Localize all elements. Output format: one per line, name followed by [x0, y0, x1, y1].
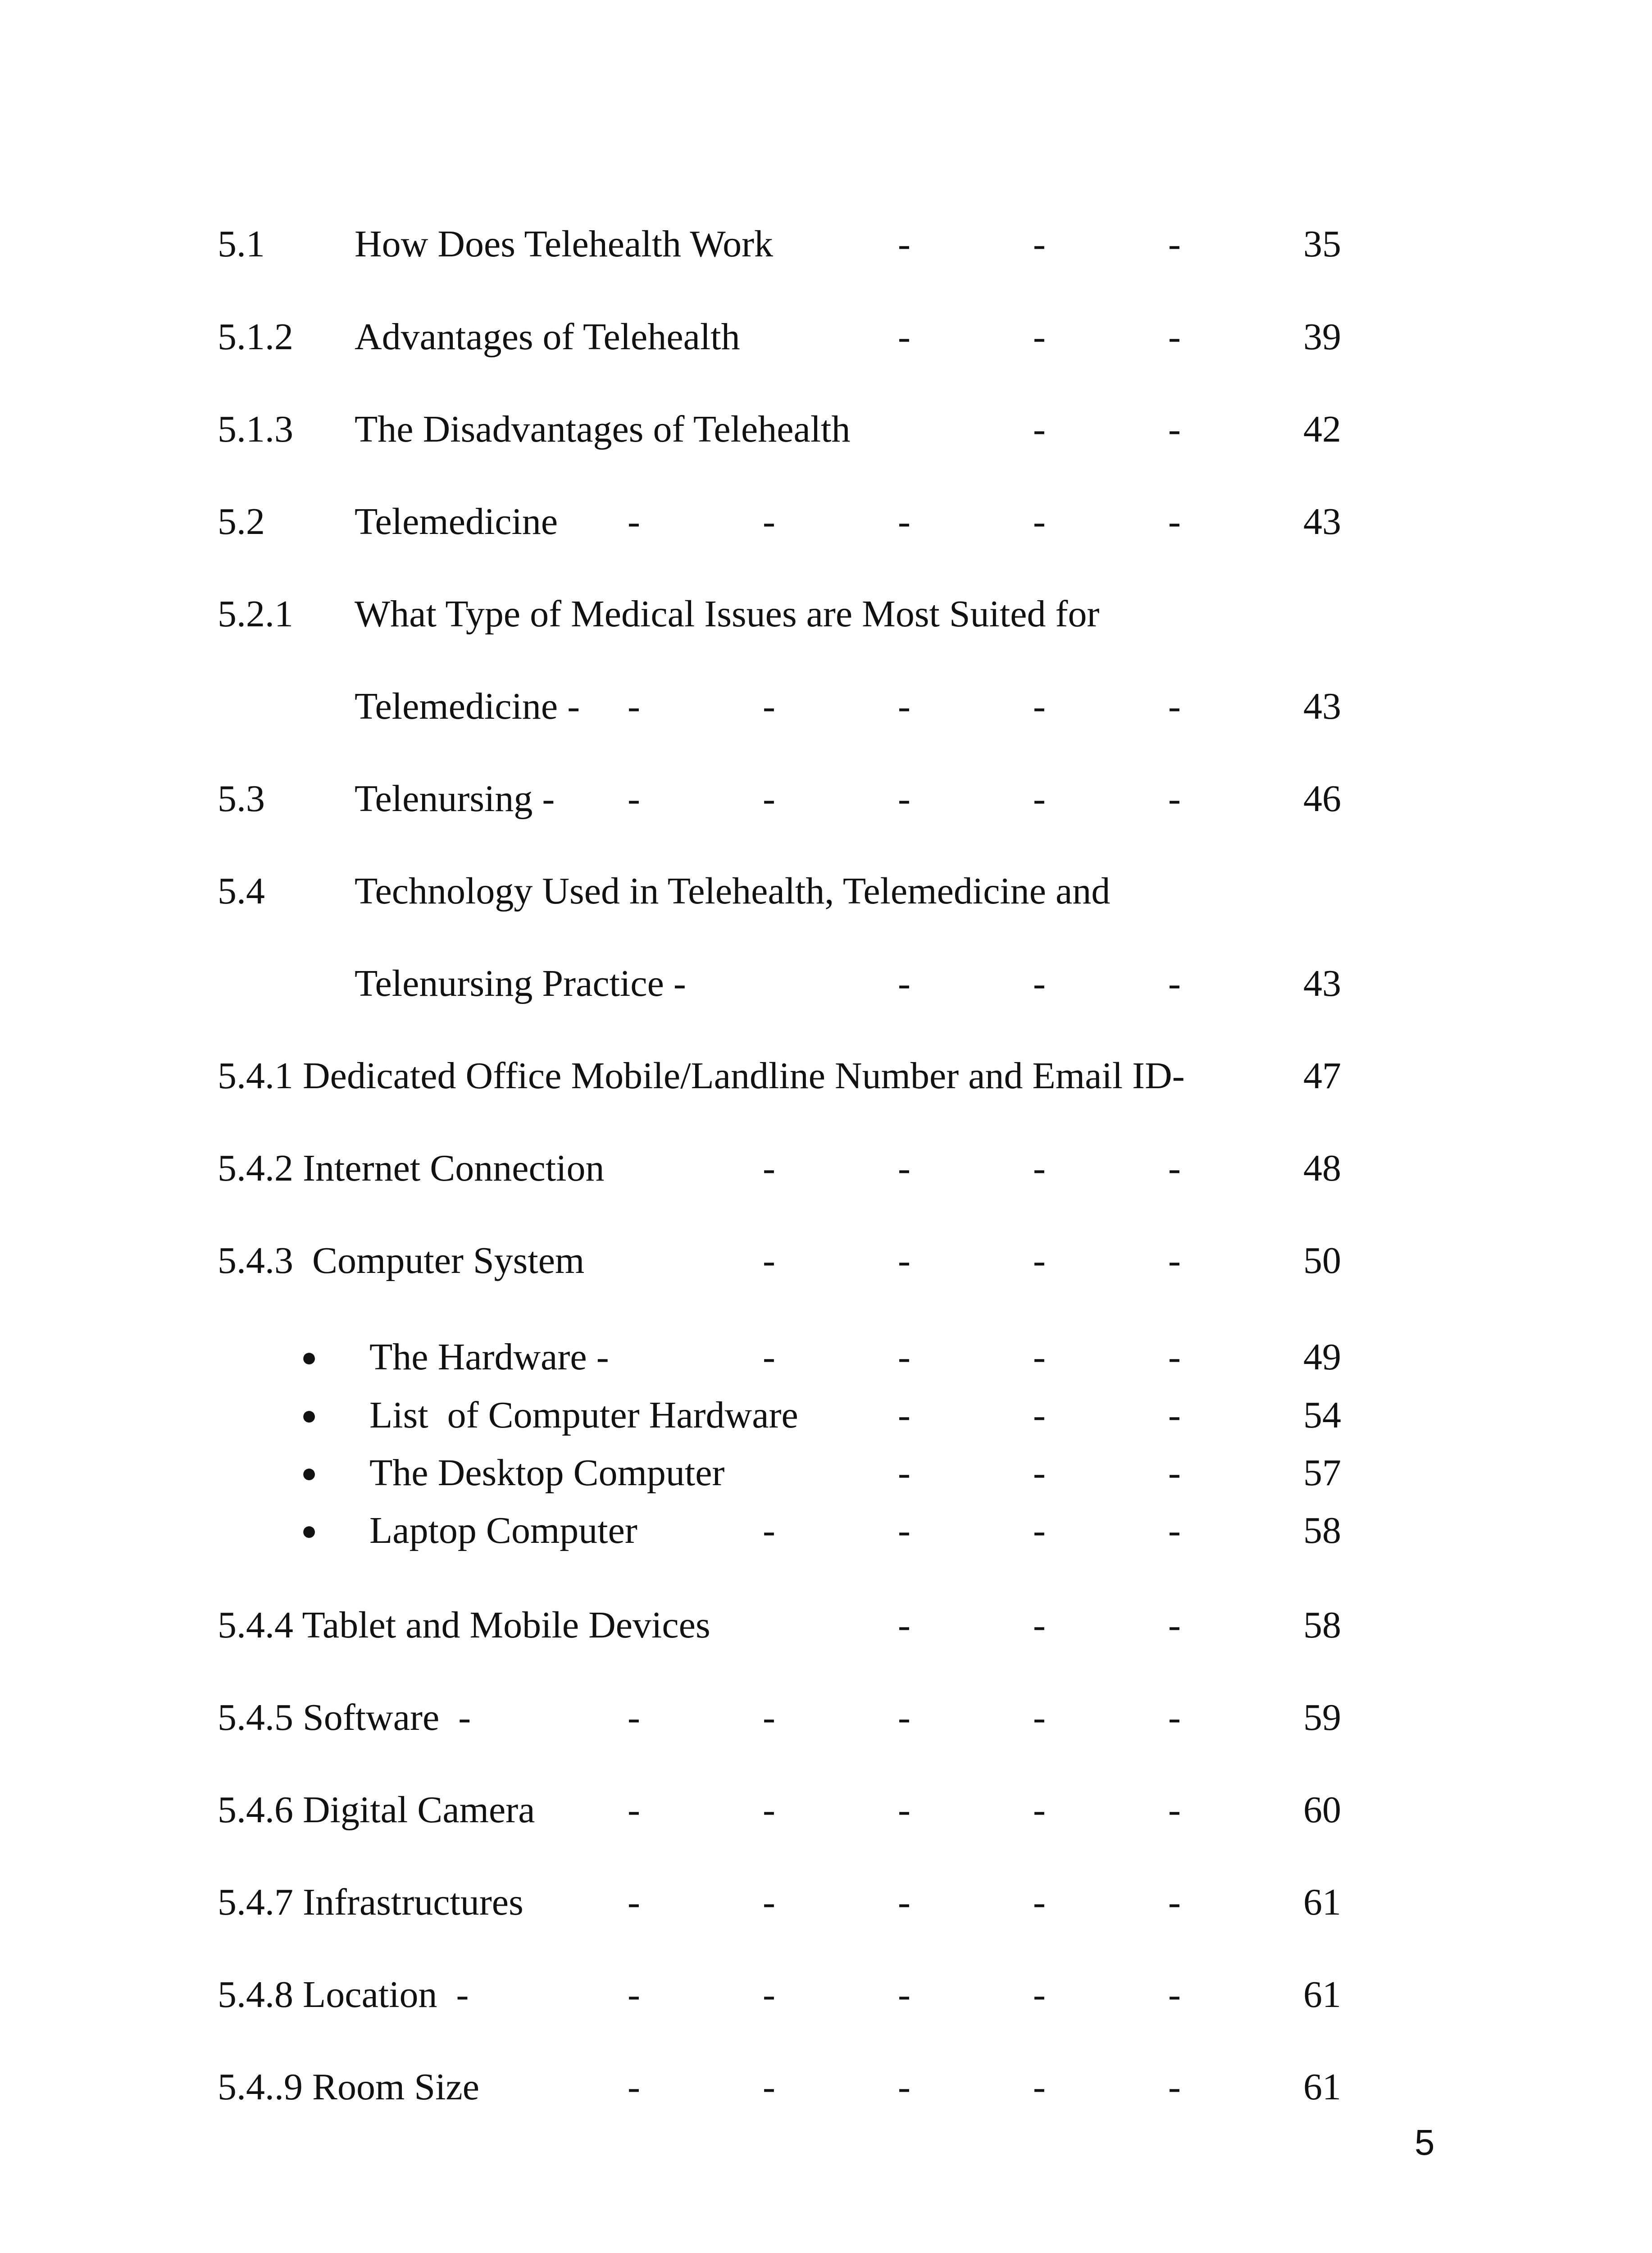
entry-page: 43	[1303, 962, 1341, 1004]
toc-entry	[0, 1236, 1652, 1286]
entry-title: Telemedicine	[355, 501, 558, 543]
leader-dash: -	[1168, 1240, 1181, 1282]
leader-dash: -	[1033, 1147, 1046, 1189]
entry-title: 5.4.7 Infrastructures	[218, 1881, 523, 1923]
leader-dash: -	[1168, 501, 1181, 543]
entry-number: 5.1	[218, 223, 265, 265]
entry-title: 5.4.3 Computer System	[218, 1240, 585, 1282]
leader-dash: -	[1033, 1697, 1046, 1738]
leader-dash: -	[763, 1974, 775, 2016]
leader-dash: -	[1168, 2066, 1181, 2108]
entry-page: 61	[1303, 1974, 1341, 2016]
entry-title: Technology Used in Telehealth, Telemedicine and	[355, 870, 1110, 912]
leader-dash: -	[628, 1697, 640, 1738]
entry-page: 42	[1303, 408, 1341, 450]
leader-dash: -	[628, 778, 640, 820]
leader-dash: -	[1168, 1881, 1181, 1923]
toc-entry-continuation	[0, 682, 1652, 731]
entry-number: 5.3	[218, 778, 265, 820]
bullet-icon: ●	[301, 1342, 318, 1372]
entry-page: 43	[1303, 685, 1341, 727]
leader-dash: -	[1168, 1510, 1181, 1551]
entry-page: 47	[1303, 1055, 1341, 1097]
leader-dash: -	[763, 2066, 775, 2108]
toc-entry	[0, 312, 1652, 362]
leader-dash: -	[1168, 316, 1181, 358]
entry-page: 59	[1303, 1697, 1341, 1738]
leader-dash: -	[898, 1974, 910, 2016]
leader-dash: -	[628, 2066, 640, 2108]
leader-dash: -	[898, 501, 910, 543]
leader-dash: -	[1033, 962, 1046, 1004]
leader-dash: -	[763, 1697, 775, 1738]
toc-entry	[0, 1601, 1652, 1650]
leader-dash: -	[1168, 1697, 1181, 1738]
leader-dash: -	[763, 1881, 775, 1923]
entry-page: 43	[1303, 501, 1341, 543]
leader-dash: -	[1033, 1881, 1046, 1923]
entry-title: Advantages of Telehealth	[355, 316, 740, 358]
leader-dash: -	[898, 316, 910, 358]
leader-dash: -	[1033, 1240, 1046, 1282]
leader-dash: -	[1033, 1974, 1046, 2016]
leader-dash: -	[1168, 1336, 1181, 1378]
leader-dash: -	[1168, 1604, 1181, 1646]
leader-dash: -	[628, 1789, 640, 1831]
toc-entry	[0, 1051, 1652, 1101]
leader-dash: -	[763, 1240, 775, 1282]
leader-dash: -	[1033, 1394, 1046, 1436]
entry-number: 5.2.1	[218, 593, 293, 635]
leader-dash: -	[898, 1147, 910, 1189]
entry-title: What Type of Medical Issues are Most Suited for	[355, 593, 1100, 635]
entry-page: 35	[1303, 223, 1341, 265]
leader-dash: -	[1168, 408, 1181, 450]
leader-dash: -	[1168, 1147, 1181, 1189]
toc-bullet-entry	[0, 1332, 1652, 1382]
entry-page: 61	[1303, 1881, 1341, 1923]
entry-page: 58	[1303, 1604, 1341, 1646]
leader-dash: -	[628, 1974, 640, 2016]
entry-page: 54	[1303, 1394, 1341, 1436]
entry-title: 5.4..9 Room Size	[218, 2066, 479, 2108]
leader-dash: -	[1168, 1452, 1181, 1494]
entry-number: 5.4	[218, 870, 265, 912]
toc-entry	[0, 497, 1652, 547]
entry-page: 48	[1303, 1147, 1341, 1189]
leader-dash: -	[1168, 778, 1181, 820]
entry-page: 49	[1303, 1336, 1341, 1378]
entry-number: 5.1.3	[218, 408, 293, 450]
bullet-icon: ●	[301, 1516, 318, 1546]
leader-dash: -	[1168, 962, 1181, 1004]
entry-title: The Desktop Computer	[369, 1452, 725, 1494]
toc-entry	[0, 1878, 1652, 1927]
leader-dash: -	[1168, 1974, 1181, 2016]
entry-title: 5.4.4 Tablet and Mobile Devices	[218, 1604, 710, 1646]
leader-dash: -	[898, 685, 910, 727]
leader-dash: -	[1033, 1789, 1046, 1831]
toc-entry	[0, 1693, 1652, 1742]
leader-dash: -	[1033, 223, 1046, 265]
entry-title: Telenursing Practice -	[355, 962, 686, 1004]
leader-dash: -	[1033, 1510, 1046, 1551]
entry-title: 5.4.1 Dedicated Office Mobile/Landline Number and Email ID-	[218, 1055, 1185, 1097]
toc-entry	[0, 1785, 1652, 1835]
entry-title: Laptop Computer	[369, 1510, 637, 1551]
leader-dash: -	[763, 1789, 775, 1831]
leader-dash: -	[898, 1452, 910, 1494]
toc-entry	[0, 405, 1652, 454]
entry-title: 5.4.6 Digital Camera	[218, 1789, 535, 1831]
leader-dash: -	[763, 501, 775, 543]
entry-title: The Disadvantages of Telehealth	[355, 408, 851, 450]
toc-bullet-entry	[0, 1506, 1652, 1555]
leader-dash: -	[763, 778, 775, 820]
leader-dash: -	[1033, 1604, 1046, 1646]
leader-dash: -	[628, 1881, 640, 1923]
entry-page: 58	[1303, 1510, 1341, 1551]
leader-dash: -	[1033, 2066, 1046, 2108]
leader-dash: -	[1033, 316, 1046, 358]
leader-dash: -	[898, 1336, 910, 1378]
leader-dash: -	[898, 778, 910, 820]
entry-number: 5.1.2	[218, 316, 293, 358]
entry-title: The Hardware -	[369, 1336, 609, 1378]
toc-entry	[0, 867, 1652, 916]
leader-dash: -	[1033, 685, 1046, 727]
toc-entry	[0, 1144, 1652, 1193]
entry-title: 5.4.2 Internet Connection	[218, 1147, 605, 1189]
leader-dash: -	[898, 1604, 910, 1646]
entry-page: 57	[1303, 1452, 1341, 1494]
entry-page: 46	[1303, 778, 1341, 820]
entry-page: 61	[1303, 2066, 1341, 2108]
toc-entry	[0, 1970, 1652, 2020]
toc-bullet-entry	[0, 1391, 1652, 1440]
leader-dash: -	[1168, 1394, 1181, 1436]
leader-dash: -	[898, 2066, 910, 2108]
leader-dash: -	[898, 1881, 910, 1923]
leader-dash: -	[898, 1510, 910, 1551]
leader-dash: -	[763, 1510, 775, 1551]
leader-dash: -	[898, 1789, 910, 1831]
leader-dash: -	[628, 685, 640, 727]
leader-dash: -	[1033, 778, 1046, 820]
entry-title: How Does Telehealth Work	[355, 223, 774, 265]
leader-dash: -	[763, 685, 775, 727]
leader-dash: -	[1033, 1452, 1046, 1494]
toc-entry-continuation	[0, 959, 1652, 1008]
entry-title: Telemedicine -	[355, 685, 580, 727]
page-number: 5	[1415, 2122, 1435, 2162]
entry-page: 39	[1303, 316, 1341, 358]
leader-dash: -	[1168, 685, 1181, 727]
entry-page: 50	[1303, 1240, 1341, 1282]
toc-entry	[0, 219, 1652, 269]
leader-dash: -	[1033, 408, 1046, 450]
entry-title: 5.4.5 Software -	[218, 1697, 471, 1738]
leader-dash: -	[1033, 501, 1046, 543]
leader-dash: -	[763, 1336, 775, 1378]
entry-title: List of Computer Hardware	[369, 1394, 798, 1436]
leader-dash: -	[1168, 1789, 1181, 1831]
leader-dash: -	[898, 223, 910, 265]
toc-entry	[0, 774, 1652, 824]
leader-dash: -	[1033, 1336, 1046, 1378]
toc-entry	[0, 589, 1652, 639]
bullet-icon: ●	[301, 1400, 318, 1430]
leader-dash: -	[898, 1697, 910, 1738]
entry-title: Telenursing -	[355, 778, 555, 820]
entry-title: 5.4.8 Location -	[218, 1974, 469, 2016]
entry-number: 5.2	[218, 501, 265, 543]
entry-page: 60	[1303, 1789, 1341, 1831]
bullet-icon: ●	[301, 1458, 318, 1488]
toc-entry	[0, 2062, 1652, 2112]
leader-dash: -	[1168, 223, 1181, 265]
leader-dash: -	[763, 1147, 775, 1189]
toc-bullet-entry	[0, 1448, 1652, 1498]
leader-dash: -	[898, 1240, 910, 1282]
leader-dash: -	[898, 962, 910, 1004]
leader-dash: -	[628, 501, 640, 543]
leader-dash: -	[898, 1394, 910, 1436]
